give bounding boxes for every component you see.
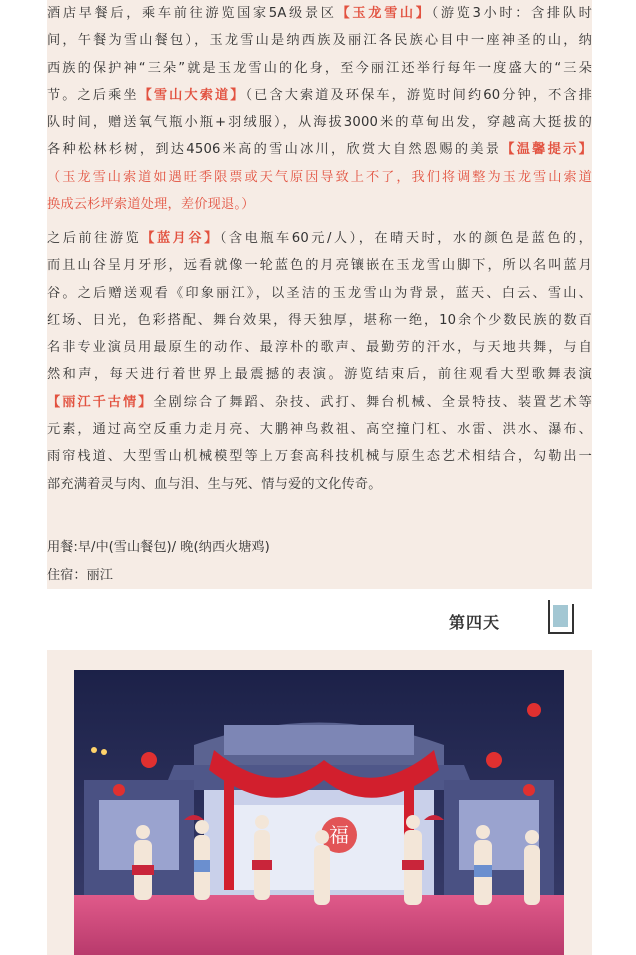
text-line: 名非专业演员用最原生的动作、最淳朴的歌声、最勤劳的汗水，与天地共舞，与自 (47, 340, 592, 356)
day-marker-icon (548, 600, 574, 634)
highlight-lijiang-show: 【丽江千古情】 (47, 394, 154, 410)
text-line: 谷。之后赠送观看《印象丽江》，以圣洁的玉龙雪山为背景，蓝天、白云、雪山、 (47, 285, 592, 301)
text-line: 元素，通过高空反重力走月亮、大鹏神鸟救祖、高空撞门杠、水雷、洪水、瀑布、 (47, 422, 592, 438)
highlight-yulong: 【玉龙雪山】 (336, 6, 432, 21)
text-line: 间，午餐为雪山餐包），玉龙雪山是纳西族及丽江各民族心目中一座神圣的山，纳 (47, 33, 592, 49)
lodging-info: 住宿：丽江 (47, 568, 113, 583)
text-line: 酒店早餐后，乘车前往游览国家5A级景区【玉龙雪山】（游览3小时：含排队时 (47, 6, 592, 21)
text-line: 西族的保护神“三朵”就是玉龙雪山的化身，至今丽江还举行每年一度盛大的“三朵 (47, 60, 592, 76)
day-header (47, 598, 592, 642)
highlight-cableway: 【雪山大索道】 (138, 87, 246, 103)
paragraph-blue-moon-valley (47, 225, 592, 498)
text-line: 雨帘栈道、大型雪山机械模型等上万套高科技机械与原生态艺术相结合，勾勒出一 (47, 449, 592, 465)
tips-text-line: （玉龙雪山索道如遇旺季限票或天气原因导致上不了，我们将调整为玉龙雪山索道 (47, 169, 592, 185)
tips-text-line: 换成云杉坪索道处理，差价现退。） (47, 197, 255, 213)
stage-scene-illustration (74, 670, 564, 955)
meals-info: 用餐:早/中(雪山餐包)/ 晚(纳西火塘鸡) (47, 540, 270, 555)
itinerary-day4-panel (47, 650, 592, 955)
paragraph-yulong-snow-mountain (47, 0, 592, 218)
text-line: 之后前往游览【蓝月谷】（含电瓶车60元/人），在晴天时，水的颜色是蓝色的， (47, 231, 593, 246)
text-line: 部充满着灵与肉、血与泪、生与死、情与爱的文化传奇。 (47, 476, 382, 492)
highlight-blue-moon: 【蓝月谷】 (141, 231, 220, 246)
day-title: 第四天 (448, 613, 500, 632)
text-line: 而且山谷呈月牙形，远看就像一轮蓝色的月亮镶嵌在玉龙雪山脚下，所以名叫蓝月 (47, 258, 592, 274)
text-line: 队时间，赠送氧气瓶小瓶+羽绒服），从海拔3000米的草甸出发，穿越高大挺拔的 (47, 115, 592, 131)
text-line: 然和声，每天进行着世界上最震撼的表演。游览结束后，前往观看大型歌舞表演 (47, 367, 592, 383)
stage-performance-photo (74, 670, 564, 955)
text-line: 节。之后乘坐【雪山大索道】（已含大索道及环保车，游览时间约60分钟，不含排 (47, 87, 593, 103)
text-line: 红场、日光，色彩搭配、舞台效果，得天独厚，堪称一绝，10余个少数民族的数百 (47, 312, 592, 328)
text-line: 【丽江千古情】全剧综合了舞蹈、杂技、武打、舞台机械、全景特技、装置艺术等 (47, 394, 592, 410)
fu-character-sign: 福 (329, 823, 349, 847)
text-line: 各种松林杉树，到达4506米高的雪山冰川，欣赏大自然恩赐的美景【温馨提示】 (47, 142, 592, 158)
itinerary-day3-panel (47, 0, 592, 589)
highlight-tips: 【温馨提示】 (501, 142, 592, 158)
